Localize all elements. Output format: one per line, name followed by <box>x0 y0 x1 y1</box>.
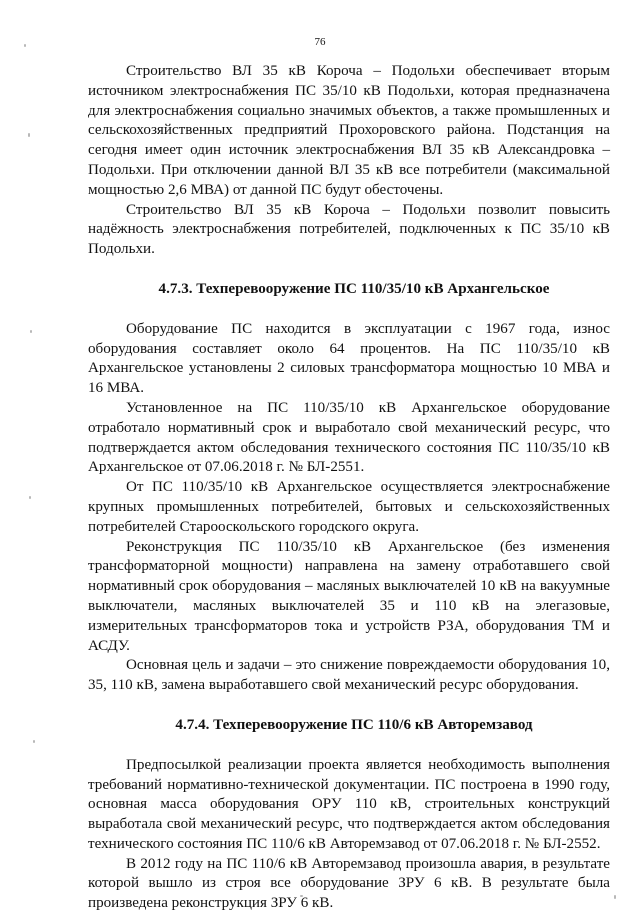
spacer <box>88 736 610 756</box>
paragraph: Установленное на ПС 110/35/10 кВ Архангельское оборудование отработало нормативный срок и выработало свой механический ресурс, что подтверждается актом обследования технического состояния ПС 110/35/10 кВ Архангельское от 07.06.2018 г. № БЛ-2551. <box>88 399 610 476</box>
paragraph: Основная цель и задачи – это снижение повреждаемости оборудования 10, 35, 110 кВ, замена выработавшего свой механический ресурс оборудования. <box>88 657 610 694</box>
paragraph: От ПС 110/35/10 кВ Архангельское осуществляется электроснабжение крупных промышленных потребителей, бытовых и сельскохозяйственных потребителей Старооскольского городского округа. <box>88 479 610 535</box>
paragraph: В 2012 году на ПС 110/6 кВ Авторемзавод произошла авария, в результате которой вышло из строя все оборудование ЗРУ 6 кВ. В результате была произведена реконструкция ЗРУ 6 кВ. <box>88 855 610 912</box>
scan-speck <box>33 740 35 743</box>
scan-speck <box>29 496 31 499</box>
spacer <box>88 300 610 320</box>
page-number: 76 <box>314 36 326 48</box>
section-heading: 4.7.3. Техперевооружение ПС 110/35/10 кВ Архангельское <box>158 280 550 297</box>
section-heading: 4.7.4. Техперевооружение ПС 110/6 кВ Авторемзавод <box>175 716 533 733</box>
scan-speck <box>30 330 32 333</box>
spacer <box>88 260 610 280</box>
document-body <box>88 62 610 914</box>
scan-speck <box>614 895 616 899</box>
scan-speck <box>28 133 30 137</box>
paragraph: Строительство ВЛ 35 кВ Короча – Подольхи позволит повысить надёжность электроснабжения потребителей, подключенных к ПС 35/10 кВ Подольхи. <box>88 201 610 258</box>
spacer <box>88 696 610 716</box>
paragraph: Реконструкция ПС 110/35/10 кВ Архангельское (без изменения трансформаторной мощности) направлена на замену отработавшего свой нормативный срок оборудования – масляных выключателей 10 кВ на вакуумные выключатели, масляных выключателей 35 и 110 кВ на элегазовые, измерительных трансформаторов тока и устройств РЗА, оборудования ТМ и АСДУ. <box>88 538 610 654</box>
paragraph: Оборудование ПС находится в эксплуатации с 1967 года, износ оборудования составляет около 64 процентов. На ПС 110/35/10 кВ Архангельское установлены 2 силовых трансформатора мощностью 10 МВА и 16 МВА. <box>88 320 610 397</box>
paragraph: Строительство ВЛ 35 кВ Короча – Подольхи обеспечивает вторым источником электроснабжения ПС 35/10 кВ Подольхи, которая предназначена для электроснабжения социально значимых объектов, а также промышленных и сельскохозяйственных предприятий Прохоровского района. Подстанция на сегодня имеет один источник электроснабжения ВЛ 35 кВ Александровка – Подольхи. При отключении данной ВЛ 35 кВ все потребители (максимальной мощностью 2,6 МВА) от данной ПС будут обесточены. <box>88 63 610 198</box>
paragraph: Предпосылкой реализации проекта является необходимость выполнения требований нормативно-технической документации. ПС построена в 1990 году, основная масса оборудования ОРУ 110 кВ, строительных конструкций выработала свой механический ресурс, что подтверждается актом обследования технического состояния ПС 110/6 кВ Авторемзавод от 07.06.2018 г. № БЛ-2552. <box>88 756 610 852</box>
